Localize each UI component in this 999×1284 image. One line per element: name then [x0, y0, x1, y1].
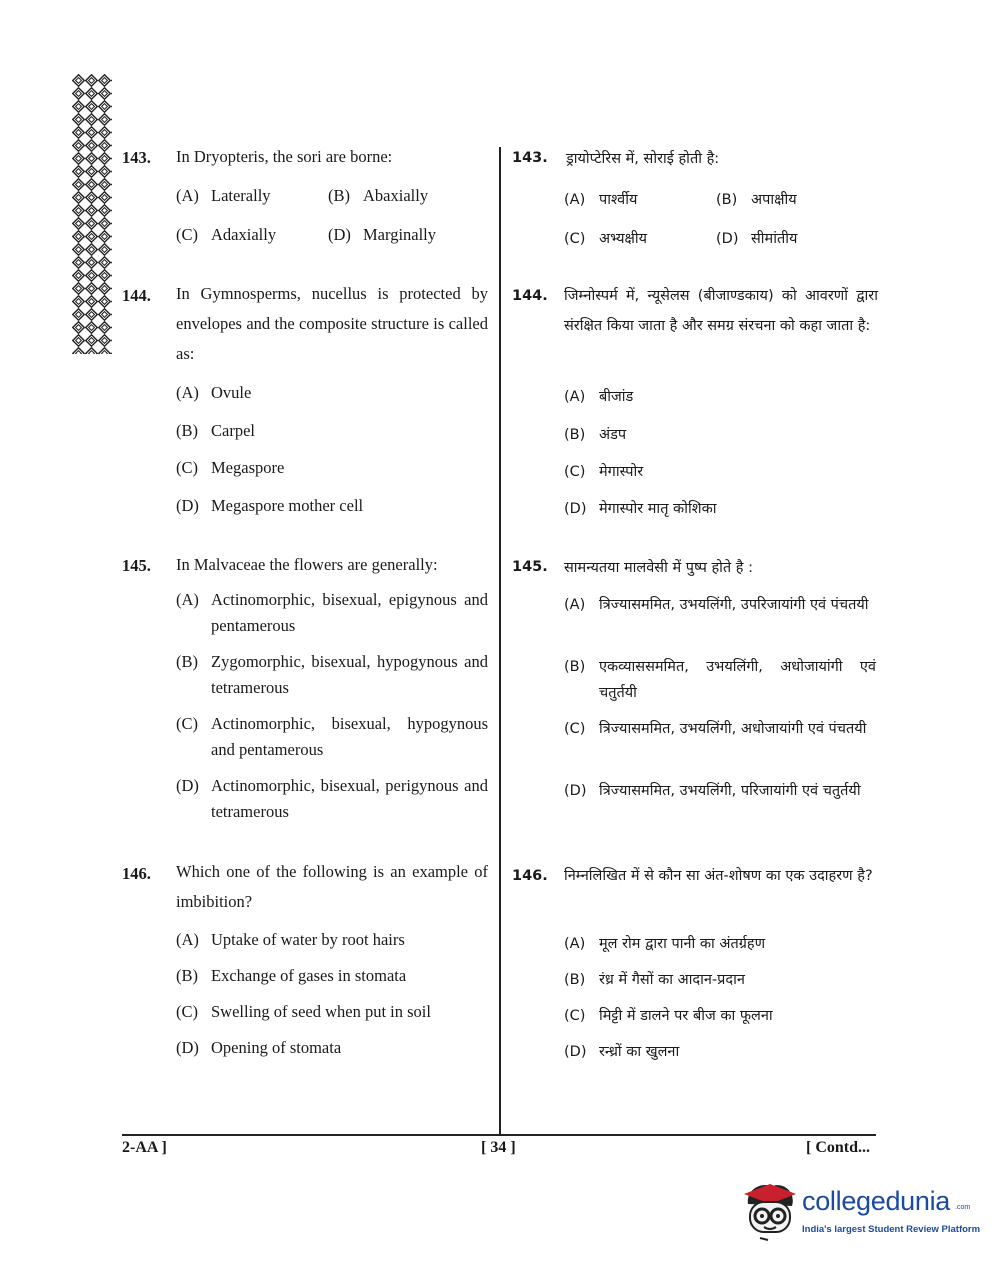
option-d: (D) रन्ध्रों का खुलना	[564, 1044, 680, 1060]
question-number: 144.	[122, 286, 151, 305]
option-a: (A) बीजांड	[564, 389, 634, 405]
logo-tagline: India's largest Student Review Platform	[802, 1224, 981, 1235]
logo-suffix: .com	[955, 1204, 971, 1211]
footer-contd: [ Contd...	[806, 1139, 871, 1156]
option-a: (A) Laterally	[176, 186, 271, 205]
question-number: 144.	[512, 288, 548, 304]
question-text: ड्रायोप्टेरिस में, सोराई होती है:	[566, 151, 720, 167]
question-text: Which one of the following is an example of imbibition?	[176, 862, 488, 911]
option-c: (C) Megaspore	[176, 458, 285, 477]
option-b: (B) अपाक्षीय	[716, 192, 797, 208]
option-c: (C) मिट्टी में डालने पर बीज का फूलना	[564, 1008, 773, 1024]
option-b: (B) Abaxially	[328, 186, 429, 205]
option-d: (D) मेगास्पोर मातृ कोशिका	[564, 501, 717, 517]
footer-booklet-code: 2-AA ]	[122, 1139, 167, 1156]
question-number: 146.	[122, 864, 151, 883]
option-d: (D) Marginally	[328, 225, 437, 244]
option-d: (D) त्रिज्यासममित, उभयलिंगी, परिजायांगी एवं चतुर्तयी	[564, 783, 861, 799]
option-b: (B) Exchange of gases in stomata	[176, 966, 407, 985]
collegedunia-logo	[740, 1180, 981, 1244]
question-number: 143.	[122, 148, 151, 167]
option-c: (C) त्रिज्यासममित, उभयलिंगी, अधोजायांगी एवं पंचतयी	[564, 721, 867, 737]
question-number: 145.	[122, 556, 151, 575]
option-b: (B) रंध्र में गैसों का आदान-प्रदान	[564, 972, 745, 988]
option-c: (C) मेगास्पोर	[564, 464, 644, 480]
question-text: सामन्यतया मालवेसी में पुष्प होते है :	[564, 560, 753, 576]
option-a: (A) Ovule	[176, 383, 252, 402]
logo-wordmark: collegedunia	[802, 1186, 951, 1216]
decorative-border-pattern	[72, 74, 112, 354]
question-text: In Malvaceae the flowers are generally:	[176, 555, 438, 574]
option-a: (A) Uptake of water by root hairs	[176, 930, 405, 949]
question-text: जिम्नोस्पर्म में, न्यूसेलस (बीजाण्डकाय) को आवरणों द्वारा संरक्षित किया जाता है और समग्र संरचना को कहा जाता है:	[564, 288, 878, 334]
option-d: (D) Actinomorphic, bisexual, perigynous and tetramerous	[176, 776, 488, 821]
option-c: (C) Swelling of seed when put in soil	[176, 1002, 431, 1021]
question-text: In Dryopteris, the sori are borne:	[176, 147, 393, 166]
footer-page-number: [ 34 ]	[481, 1139, 516, 1156]
option-a: (A) पार्श्वीय	[564, 192, 638, 208]
question-text: निम्नलिखित में से कौन सा अंत-शोषण का एक उदाहरण है?	[564, 868, 873, 884]
option-d: (D) Megaspore mother cell	[176, 496, 364, 515]
option-d: (D) सीमांतीय	[716, 231, 798, 247]
option-d: (D) Opening of stomata	[176, 1038, 342, 1057]
option-c: (C) Actinomorphic, bisexual, hypogynous and pentamerous	[176, 714, 488, 759]
footer-rule	[122, 1134, 876, 1136]
option-c: (C) Adaxially	[176, 225, 277, 244]
option-a: (A) मूल रोम द्वारा पानी का अंतर्ग्रहण	[564, 936, 766, 952]
question-number: 146.	[512, 868, 548, 884]
question-number: 143.	[512, 150, 548, 166]
option-a: (A) त्रिज्यासममित, उभयलिंगी, उपरिजायांगी एवं पंचतयी	[564, 597, 869, 613]
mascot-icon	[740, 1180, 800, 1244]
option-b: (B) अंडप	[564, 427, 627, 443]
question-text: In Gymnosperms, nucellus is protected by envelopes and the composite structure is called as:	[176, 284, 488, 363]
option-b: (B) एकव्याससममित, उभयलिंगी, अधोजायांगी एवं चतुर्तयी	[564, 659, 876, 701]
option-b: (B) Zygomorphic, bisexual, hypogynous and tetramerous	[176, 652, 488, 697]
option-a: (A) Actinomorphic, bisexual, epigynous and pentamerous	[176, 590, 488, 635]
option-b: (B) Carpel	[176, 421, 255, 440]
question-number: 145.	[512, 559, 548, 575]
column-divider	[499, 147, 501, 1135]
option-c: (C) अभ्यक्षीय	[564, 231, 648, 247]
